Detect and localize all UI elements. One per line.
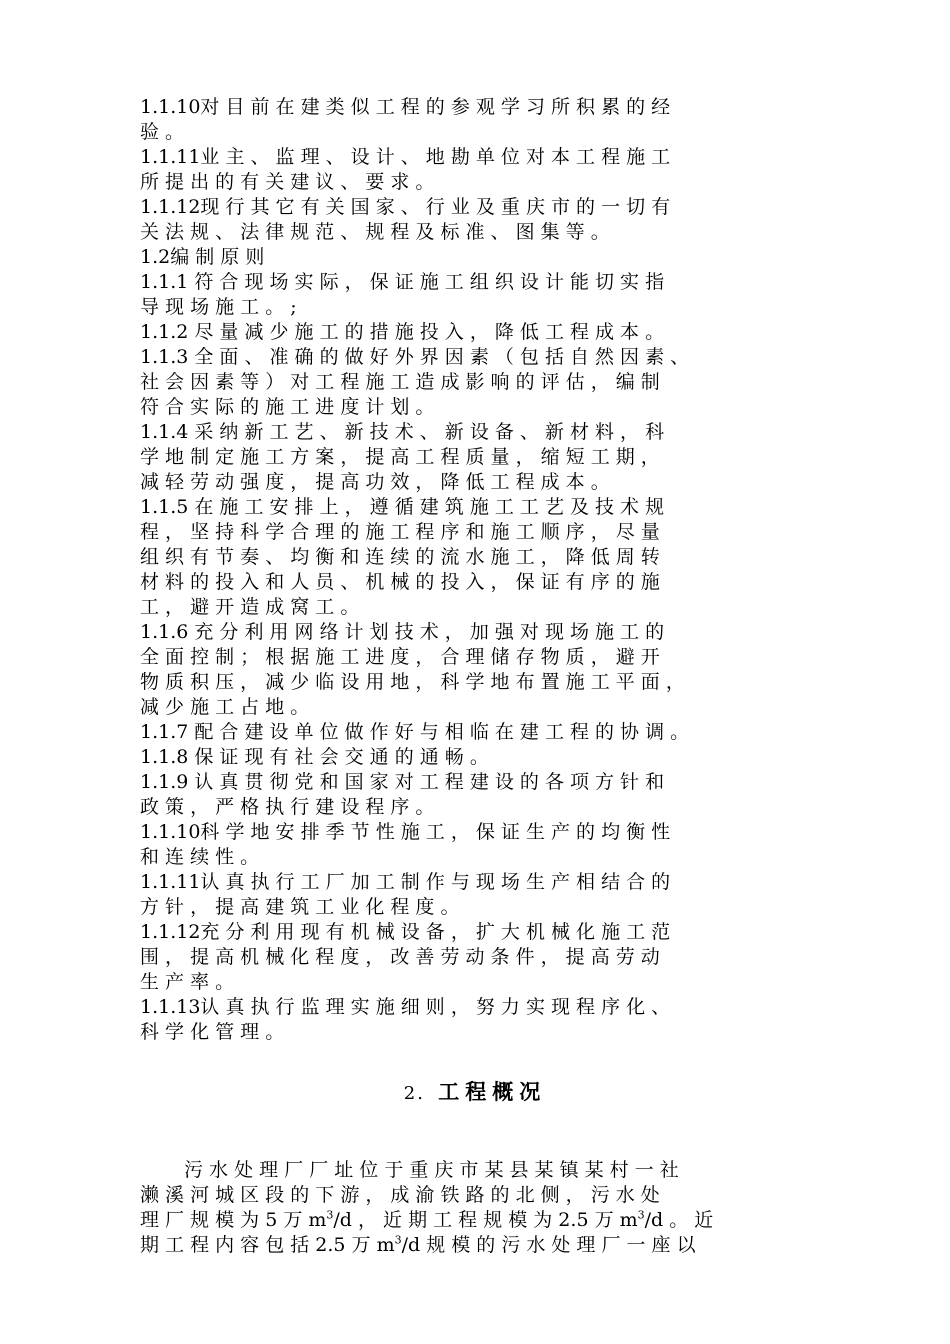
list-line: 1.1.9 认 真 贯 彻 党 和 国 家 对 工 程 建 设 的 各 项 方 针 和: [140, 771, 665, 793]
list-line: 方 针 ， 提 高 建 筑 工 业 化 程 度 。: [140, 896, 460, 918]
list-line: 符 合 实 际 的 施 工 进 度 计 划 。: [140, 396, 435, 418]
text-run: /d 。 近: [644, 1209, 714, 1231]
list-line: 全 面 控 制 ； 根 据 施 工 进 度 ， 合 理 储 存 物 质 ， 避 开: [140, 646, 660, 668]
paragraph-line: [140, 1233, 860, 1258]
principles-list: [140, 95, 860, 1045]
section-heading: [0, 1077, 950, 1107]
list-line: 组 织 有 节 奏 、 均 衡 和 连 续 的 流 水 施 工 ， 降 低 周 转: [140, 546, 660, 568]
list-line: 和 连 续 性 。: [140, 846, 260, 868]
list-line: 1.1.12现 行 其 它 有 关 国 家 、 行 业 及 重 庆 市 的 一 切 有: [140, 196, 671, 218]
list-line: 社 会 因 素 等 ） 对 工 程 施 工 造 成 影 响 的 评 估 ， 编 制: [140, 371, 660, 393]
list-line: 1.1.6 充 分 利 用 网 络 计 划 技 术 ， 加 强 对 现 场 施 工 的: [140, 621, 665, 643]
list-line: 1.1.11认 真 执 行 工 厂 加 工 制 作 与 现 场 生 产 相 结 合 的: [140, 871, 671, 893]
list-line: 1.1.13认 真 执 行 监 理 实 施 细 则 ， 努 力 实 现 程 序 化 、: [140, 996, 671, 1018]
list-line: 1.1.1 符 合 现 场 实 际 ， 保 证 施 工 组 织 设 计 能 切 实 指: [140, 271, 665, 293]
text-run: /d 规 模 的 污 水 处 理 厂 一 座 以: [401, 1234, 696, 1256]
list-line: 政 策 ， 严 格 执 行 建 设 程 序 。: [140, 796, 435, 818]
list-line: 所 提 出 的 有 关 建 议 、 要 求 。: [140, 171, 435, 193]
list-line: 1.1.11业 主 、 监 理 、 设 计 、 地 勘 单 位 对 本 工 程 施 工: [140, 146, 671, 168]
list-line: 1.1.10对 目 前 在 建 类 似 工 程 的 参 观 学 习 所 积 累 的 经: [140, 96, 671, 118]
section-title: 工程概况: [438, 1080, 547, 1104]
superscript: 3: [637, 1208, 645, 1222]
list-line: 程 ， 坚 持 科 学 合 理 的 施 工 程 序 和 施 工 顺 序 ， 尽 量: [140, 521, 660, 543]
text-run: 期 工 程 内 容 包 括 2.5 万 m: [140, 1234, 395, 1256]
list-line: 1.1.12充 分 利 用 现 有 机 械 设 备 ， 扩 大 机 械 化 施 工 范: [140, 921, 671, 943]
list-line: 材 料 的 投 入 和 人 员 、 机 械 的 投 入 ， 保 证 有 序 的 施: [140, 571, 660, 593]
list-line: 1.1.4 采 纳 新 工 艺 、 新 技 术 、 新 设 备 、 新 材 料 ， 科: [140, 421, 665, 443]
paragraph-line: 濑 溪 河 城 区 段 的 下 游 ， 成 渝 铁 路 的 北 侧 ， 污 水 处: [140, 1184, 660, 1206]
list-line: 1.1.7 配 合 建 设 单 位 做 作 好 与 相 临 在 建 工 程 的 协 调 。: [140, 721, 690, 743]
superscript: 3: [394, 1233, 402, 1247]
list-line: 物 质 积 压 ， 减 少 临 设 用 地 ， 科 学 地 布 置 施 工 平 面 ，: [140, 671, 685, 693]
list-line: 关 法 规 、 法 律 规 范 、 规 程 及 标 准 、 图 集 等 。: [140, 221, 610, 243]
list-line: 工 ， 避 开 造 成 窝 工 。: [140, 596, 360, 618]
list-line: 1.1.2 尽 量 减 少 施 工 的 措 施 投 入 ， 降 低 工 程 成 本 。: [140, 321, 665, 343]
overview-paragraph: [140, 1158, 860, 1258]
list-line: 导 现 场 施 工 。 ;: [140, 296, 297, 318]
list-line: 1.1.8 保 证 现 有 社 会 交 通 的 通 畅 。: [140, 746, 489, 768]
list-line: 减 少 施 工 占 地 。: [140, 696, 310, 718]
list-line: 1.1.5 在 施 工 安 排 上 ， 遵 循 建 筑 施 工 工 艺 及 技 术 规: [140, 496, 665, 518]
paragraph-line: 污 水 处 理 厂 厂 址 位 于 重 庆 市 某 县 某 镇 某 村 一 社: [184, 1159, 679, 1181]
list-line: 减 轻 劳 动 强 度 ， 提 高 功 效 ， 降 低 工 程 成 本 。: [140, 471, 610, 493]
superscript: 3: [326, 1208, 334, 1222]
list-line: 学 地 制 定 施 工 方 案 ， 提 高 工 程 质 量 ， 缩 短 工 期 ，: [140, 446, 660, 468]
text-run: /d ， 近 期 工 程 规 模 为 2.5 万 m: [333, 1209, 638, 1231]
section-number: 2.: [403, 1083, 425, 1104]
list-line: 1.1.3 全 面 、 准 确 的 做 好 外 界 因 素 （ 包 括 自 然 因 素 、: [140, 346, 690, 368]
list-line: 生 产 率 。: [140, 971, 235, 993]
list-line: 围 ， 提 高 机 械 化 程 度 ， 改 善 劳 动 条 件 ， 提 高 劳 动: [140, 946, 660, 968]
list-line: 科 学 化 管 理 。: [140, 1021, 285, 1043]
text-run: 理 厂 规 模 为 5 万 m: [140, 1209, 327, 1231]
list-line: 验 。: [140, 121, 185, 143]
paragraph-line: [140, 1208, 860, 1233]
list-line: 1.1.10科 学 地 安 排 季 节 性 施 工 ， 保 证 生 产 的 均 衡 性: [140, 821, 671, 843]
list-line: 1.2编 制 原 则: [140, 246, 265, 268]
